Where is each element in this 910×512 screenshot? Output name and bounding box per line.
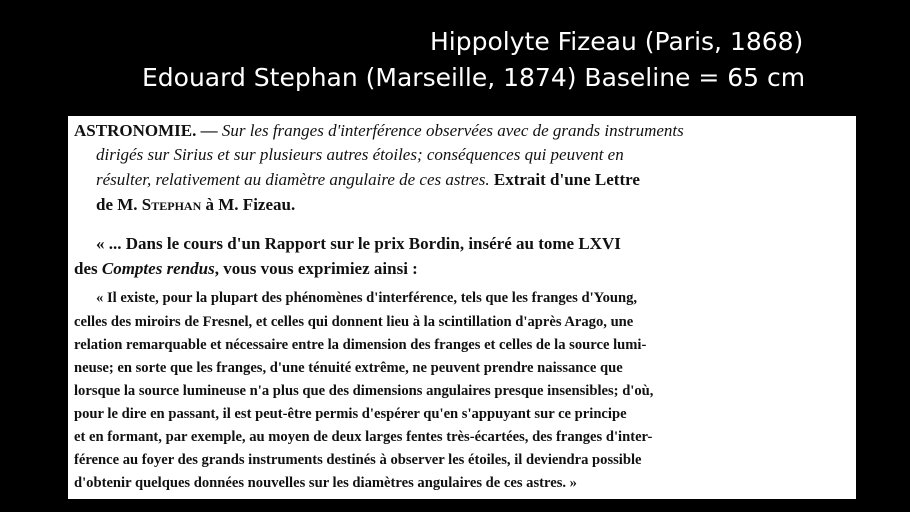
heading-line-1 <box>74 122 684 139</box>
intro-line-2 <box>74 260 418 277</box>
quote-line: celles des miroirs de Fresnel, et celles qui donnent lieu à la scintillation d'après Arago, une <box>74 314 634 330</box>
slide-title-line-2: Edouard Stephan (Marseille, 1874) Baseline = 65 cm <box>142 63 806 92</box>
quote-line: pour le dire en passant, il est peut-être permis d'espérer qu'en s'appuyant sur ce principe <box>74 406 627 422</box>
section-label: ASTRONOMIE. — <box>74 121 218 140</box>
slide-title-line-1: Hippolyte Fizeau (Paris, 1868) <box>430 27 804 56</box>
intro-text-2c: , vous vous exprimiez ainsi : <box>214 259 418 278</box>
heading-text-3: résulter, relativement au diamètre angulaire de ces astres. <box>96 170 490 189</box>
quote-line: relation remarquable et nécessaire entre la dimension des franges et celles de la source lumi- <box>74 337 647 353</box>
heading-line-3 <box>96 171 640 188</box>
heading-line-2: dirigés sur Sirius et sur plusieurs autres étoiles; conséquences qui peuvent en <box>96 145 624 164</box>
quote-line: férence au foyer des grands instruments destinés à observer les étoiles, il deviendra possible <box>74 452 642 468</box>
heading-text-4b: à M. Fizeau. <box>201 195 296 214</box>
heading-line-4 <box>96 196 295 213</box>
intro-text-2b: Comptes rendus <box>101 259 215 278</box>
intro-text-2a: des <box>74 259 102 278</box>
quote-line: et en formant, par exemple, au moyen de deux larges fentes très-écartées, des franges d'inter- <box>74 429 653 445</box>
heading-text-3b: Extrait d'une Lettre <box>489 170 640 189</box>
heading-text-4a: de M. <box>96 195 142 214</box>
quote-line: lorsque la source lumineuse n'a plus que des dimensions angulaires presque insensibles; d'où, <box>74 383 654 399</box>
document-excerpt-scan <box>68 116 856 499</box>
quote-line: neuse; en sorte que les franges, d'une ténuité extrême, ne peuvent prendre naissance que <box>74 360 623 376</box>
heading-text-1: Sur les franges d'interférence observées avec de grands instruments <box>217 121 684 140</box>
quote-line: d'obtenir quelques données nouvelles sur les diamètres angulaires de ces astres. » <box>74 475 577 491</box>
author-name: Stephan <box>141 195 202 214</box>
quote-line: « Il existe, pour la plupart des phénomènes d'interférence, tels que les franges d'Young, <box>96 290 638 306</box>
intro-line-1: « ... Dans le cours d'un Rapport sur le prix Bordin, inséré au tome LXVI <box>96 234 621 253</box>
